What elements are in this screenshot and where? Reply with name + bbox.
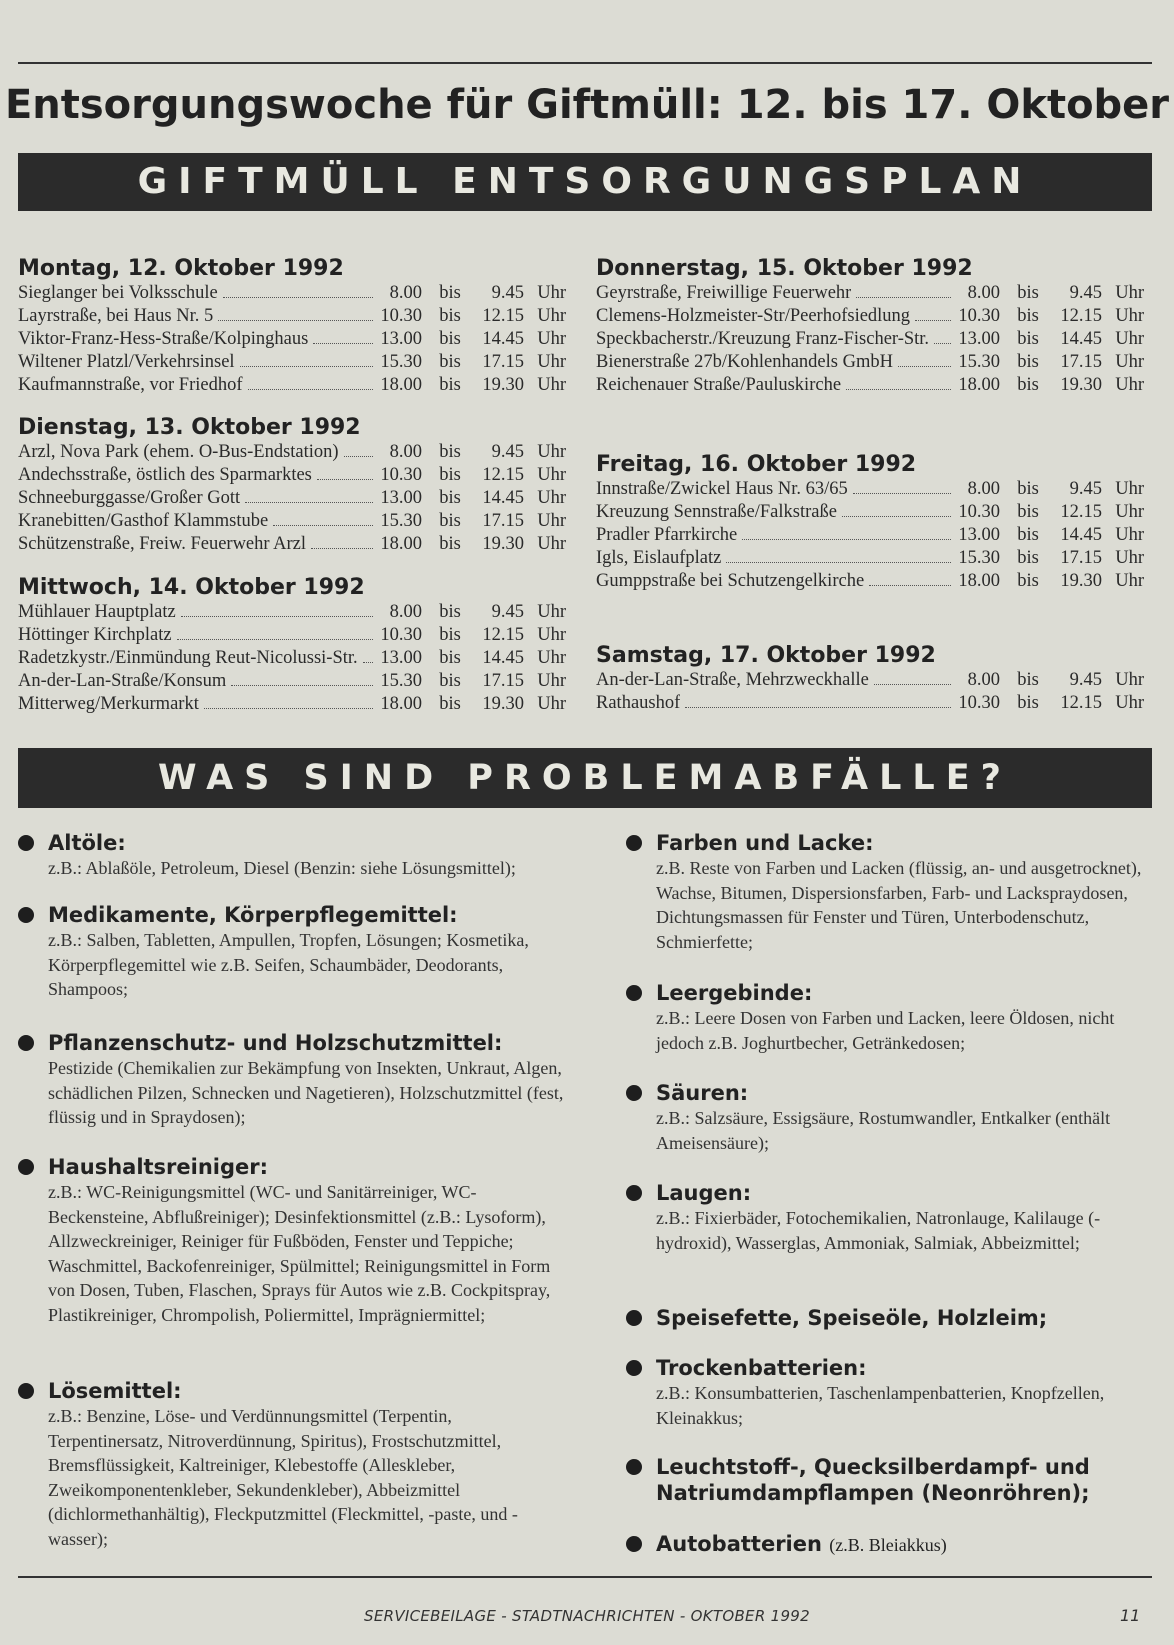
problem-entry <box>626 1454 1152 1506</box>
bis-label: bis <box>1017 693 1039 713</box>
bis-label: bis <box>439 694 461 714</box>
schedule-row <box>18 510 566 533</box>
uhr-label: Uhr <box>1115 502 1144 522</box>
bis-label: bis <box>439 488 461 508</box>
uhr-label: Uhr <box>1115 375 1144 395</box>
leader-dots <box>223 297 373 298</box>
location-name: Geyrstraße, Freiwillige Feuerwehr <box>596 283 852 303</box>
end-time: 17.15 <box>1060 548 1102 568</box>
uhr-label: Uhr <box>537 375 566 395</box>
leader-dots <box>204 708 373 709</box>
bis-label: bis <box>439 465 461 485</box>
problem-description: z.B.: Ablaßöle, Petroleum, Diesel (Benzin: siehe Lösungsmittel); <box>48 858 516 878</box>
problem-item <box>626 1305 1152 1331</box>
start-time: 8.00 <box>967 479 1000 499</box>
problem-title <box>48 830 570 856</box>
problem-title-text: Laugen: <box>656 1181 752 1205</box>
location-name: Clemens-Holzmeister-Str/Peerhofsiedlung <box>596 306 911 326</box>
uhr-label: Uhr <box>537 694 566 714</box>
day-block <box>18 256 566 397</box>
schedule-row <box>18 487 566 510</box>
bullet-icon <box>18 1035 34 1051</box>
schedule-row <box>596 305 1144 328</box>
problem-title-text: Altöle: <box>48 831 126 855</box>
start-time: 10.30 <box>380 465 422 485</box>
bullet-icon <box>626 1360 642 1376</box>
uhr-label: Uhr <box>537 602 566 622</box>
leader-dots <box>177 639 373 640</box>
end-time: 12.15 <box>482 625 524 645</box>
day-block <box>596 643 1144 715</box>
problem-entry <box>626 1531 1152 1558</box>
schedule-row <box>596 692 1144 715</box>
location-name: Wiltener Platzl/Verkehrsinsel <box>18 352 235 372</box>
location-name: Kreuzung Sennstraße/Falkstraße <box>596 502 837 522</box>
schedule-row <box>596 669 1144 692</box>
schedule-row <box>18 441 566 464</box>
end-time: 19.30 <box>1060 571 1102 591</box>
problem-title-text: Lösemittel: <box>48 1379 182 1403</box>
bullet-icon <box>18 1383 34 1399</box>
leader-dots <box>856 297 951 298</box>
problem-entry <box>626 1080 1152 1155</box>
schedule-row <box>596 524 1144 547</box>
uhr-label: Uhr <box>537 534 566 554</box>
problem-title-text: Haushaltsreiniger: <box>48 1155 269 1179</box>
problem-title <box>656 1454 1152 1506</box>
location-name: Layrstraße, bei Haus Nr. 5 <box>18 306 214 326</box>
end-time: 12.15 <box>482 465 524 485</box>
end-time: 12.15 <box>1060 693 1102 713</box>
schedule-row <box>18 601 566 624</box>
schedule-row <box>596 478 1144 501</box>
problem-title-text: Leergebinde: <box>656 981 813 1005</box>
schedule-row <box>596 282 1144 305</box>
day-title: Montag, 12. Oktober 1992 <box>18 256 344 281</box>
problem-note: (z.B. Bleiakkus) <box>829 1535 947 1555</box>
bis-label: bis <box>1017 352 1039 372</box>
schedule-row <box>18 305 566 328</box>
uhr-label: Uhr <box>1115 352 1144 372</box>
location-name: Mühlauer Hauptplatz <box>18 602 176 622</box>
leader-dots <box>685 707 951 708</box>
uhr-label: Uhr <box>537 283 566 303</box>
bullet-icon <box>18 1159 34 1175</box>
leader-dots <box>726 562 951 563</box>
end-time: 12.15 <box>1060 306 1102 326</box>
start-time: 15.30 <box>380 511 422 531</box>
location-name: Höttinger Kirchplatz <box>18 625 172 645</box>
day-title: Donnerstag, 15. Oktober 1992 <box>596 256 973 281</box>
leader-dots <box>363 662 373 663</box>
problem-title <box>48 1030 570 1056</box>
problem-description: z.B.: Salben, Tabletten, Ampullen, Tropfen, Lösungen; Kosmetika, Körperpflegemittel wie z.B. Seifen, Schaumbäder, Deodorants, Shampoos; <box>48 930 529 999</box>
start-time: 8.00 <box>389 602 422 622</box>
problem-title <box>656 830 1152 856</box>
problem-description: z.B.: Leere Dosen von Farben und Lacken, leere Öldosen, nicht jedoch z.B. Joghurtbecher, Getränkedosen; <box>656 1008 1115 1053</box>
bis-label: bis <box>439 442 461 462</box>
schedule-row <box>596 328 1144 351</box>
start-time: 18.00 <box>958 571 1000 591</box>
location-name: Mitterweg/Merkurmarkt <box>18 694 199 714</box>
start-time: 15.30 <box>380 352 422 372</box>
problem-description: Pestizide (Chemikalien zur Bekämpfung von Insekten, Unkraut, Algen, schädlichen Pilzen, Schnecken und Nagetieren), Holzschutzmittel (fest, flüssig und in Spraydosen); <box>48 1058 564 1127</box>
end-time: 19.30 <box>482 694 524 714</box>
location-name: Bienerstraße 27b/Kohlenhandels GmbH <box>596 352 893 372</box>
problem-waste-banner: WAS SIND PROBLEMABFÄLLE? <box>18 748 1152 808</box>
bullet-icon <box>626 1310 642 1326</box>
end-time: 9.45 <box>491 602 524 622</box>
uhr-label: Uhr <box>537 671 566 691</box>
bis-label: bis <box>1017 670 1039 690</box>
schedule-row <box>18 351 566 374</box>
leader-dots <box>181 616 373 617</box>
start-time: 13.00 <box>380 488 422 508</box>
bullet-icon <box>626 1085 642 1101</box>
problem-title <box>48 1154 570 1180</box>
end-time: 14.45 <box>1060 525 1102 545</box>
uhr-label: Uhr <box>537 329 566 349</box>
problem-title <box>656 1305 1152 1331</box>
start-time: 10.30 <box>380 306 422 326</box>
leader-dots <box>273 525 373 526</box>
problem-entry <box>626 1305 1152 1331</box>
problem-item <box>626 1355 1152 1430</box>
problem-title <box>656 1180 1152 1206</box>
start-time: 13.00 <box>958 329 1000 349</box>
leader-dots <box>218 320 373 321</box>
end-time: 14.45 <box>482 329 524 349</box>
leader-dots <box>311 548 373 549</box>
end-time: 9.45 <box>1069 670 1102 690</box>
problem-title <box>656 1080 1152 1106</box>
leader-dots <box>231 685 373 686</box>
bis-label: bis <box>439 602 461 622</box>
bis-label: bis <box>1017 548 1039 568</box>
schedule-row <box>596 374 1144 397</box>
bullet-icon <box>626 985 642 1001</box>
problem-title-text: Farben und Lacke: <box>656 831 874 855</box>
schedule-row <box>18 693 566 716</box>
start-time: 8.00 <box>967 283 1000 303</box>
bullet-icon <box>626 1459 642 1475</box>
bis-label: bis <box>439 648 461 668</box>
bis-label: bis <box>439 511 461 531</box>
location-name: Sieglanger bei Volksschule <box>18 283 218 303</box>
uhr-label: Uhr <box>537 352 566 372</box>
schedule-row <box>596 547 1144 570</box>
leader-dots <box>248 389 373 390</box>
leader-dots <box>934 343 951 344</box>
bis-label: bis <box>439 306 461 326</box>
leader-dots <box>245 502 373 503</box>
start-time: 18.00 <box>958 375 1000 395</box>
location-name: Radetzkystr./Einmündung Reut-Nicolussi-Str. <box>18 648 358 668</box>
schedule-row <box>18 282 566 305</box>
bis-label: bis <box>1017 502 1039 522</box>
end-time: 9.45 <box>1069 283 1102 303</box>
bis-label: bis <box>1017 525 1039 545</box>
schedule-row <box>596 570 1144 593</box>
problem-entry <box>626 1355 1152 1430</box>
page-headline: Entsorgungswoche für Giftmüll: 12. bis 17. Oktober <box>4 82 1170 128</box>
bis-label: bis <box>439 625 461 645</box>
leader-dots <box>344 456 373 457</box>
start-time: 15.30 <box>958 548 1000 568</box>
bis-label: bis <box>439 534 461 554</box>
location-name: Gumppstraße bei Schutzengelkirche <box>596 571 865 591</box>
schedule-row <box>596 501 1144 524</box>
start-time: 13.00 <box>958 525 1000 545</box>
problem-entry <box>18 830 570 881</box>
end-time: 12.15 <box>1060 502 1102 522</box>
problem-description: z.B.: Konsumbatterien, Taschenlampenbatterien, Knopfzellen, Kleinakkus; <box>656 1383 1105 1428</box>
problem-description: z.B.: Fixierbäder, Fotochemikalien, Natronlauge, Kalilauge (-hydroxid), Wasserglas, Ammoniak, Salmiak, Abbeizmittel; <box>656 1208 1101 1253</box>
bis-label: bis <box>439 375 461 395</box>
problem-description: z.B.: Salzsäure, Essigsäure, Rostumwandler, Entkalker (enthält Ameisensäure); <box>656 1108 1111 1153</box>
bullet-icon <box>626 1185 642 1201</box>
leader-dots <box>240 366 373 367</box>
bis-label: bis <box>1017 375 1039 395</box>
problem-item <box>18 1154 570 1327</box>
problem-title-text: Leuchtstoff-, Quecksilberdampf- und Natriumdampflampen (Neonröhren); <box>656 1455 1090 1505</box>
start-time: 18.00 <box>380 534 422 554</box>
end-time: 17.15 <box>482 671 524 691</box>
uhr-label: Uhr <box>537 648 566 668</box>
end-time: 19.30 <box>1060 375 1102 395</box>
problem-entry <box>626 980 1152 1055</box>
bis-label: bis <box>439 352 461 372</box>
end-time: 14.45 <box>482 488 524 508</box>
uhr-label: Uhr <box>1115 525 1144 545</box>
page-number: 11 <box>1120 1606 1141 1625</box>
day-block <box>596 452 1144 593</box>
end-time: 12.15 <box>482 306 524 326</box>
problem-item <box>18 1378 570 1551</box>
problem-title <box>656 1531 1152 1558</box>
leader-dots <box>853 493 951 494</box>
problem-title <box>48 1378 570 1404</box>
day-block <box>596 256 1144 397</box>
leader-dots <box>317 479 373 480</box>
bis-label: bis <box>439 329 461 349</box>
location-name: Arzl, Nova Park (ehem. O-Bus-Endstation) <box>18 442 339 462</box>
problem-entry <box>626 830 1152 954</box>
problem-item <box>18 902 570 1002</box>
end-time: 19.30 <box>482 534 524 554</box>
location-name: Reichenauer Straße/Pauluskirche <box>596 375 842 395</box>
bis-label: bis <box>1017 283 1039 303</box>
bis-label: bis <box>1017 329 1039 349</box>
leader-dots <box>313 343 373 344</box>
problem-item <box>626 1180 1152 1255</box>
location-name: Schneeburggasse/Großer Gott <box>18 488 241 508</box>
top-rule <box>18 62 1152 64</box>
bis-label: bis <box>439 283 461 303</box>
problem-entry <box>626 1180 1152 1255</box>
leader-dots <box>846 389 951 390</box>
bullet-icon <box>626 835 642 851</box>
start-time: 8.00 <box>389 283 422 303</box>
uhr-label: Uhr <box>1115 693 1144 713</box>
location-name: Kranebitten/Gasthof Klammstube <box>18 511 269 531</box>
problem-entry <box>18 1154 570 1327</box>
location-name: An-der-Lan-Straße, Mehrzweckhalle <box>596 670 869 690</box>
schedule-banner: GIFTMÜLL ENTSORGUNGSPLAN <box>18 153 1152 211</box>
end-time: 14.45 <box>482 648 524 668</box>
end-time: 14.45 <box>1060 329 1102 349</box>
problem-description: z.B. Reste von Farben und Lacken (flüssig, an- und ausgetrocknet), Wachse, Bitumen, Dispersionsfarben, Farb- und Lackspraydosen, Dichtungsmassen für Fenster und Türen, Unterbodenschutz, Schmierfette; <box>656 858 1142 952</box>
problem-item <box>626 1454 1152 1506</box>
uhr-label: Uhr <box>1115 306 1144 326</box>
problem-title-text: Pflanzenschutz- und Holzschutzmittel: <box>48 1031 503 1055</box>
problem-entry <box>18 1378 570 1551</box>
uhr-label: Uhr <box>1115 329 1144 349</box>
problem-title-text: Medikamente, Körperpflegemittel: <box>48 903 458 927</box>
problem-item <box>18 830 570 881</box>
uhr-label: Uhr <box>1115 571 1144 591</box>
uhr-label: Uhr <box>1115 479 1144 499</box>
uhr-label: Uhr <box>537 442 566 462</box>
location-name: Rathaushof <box>596 693 681 713</box>
problem-title-text: Trockenbatterien: <box>656 1356 867 1380</box>
schedule-row <box>18 647 566 670</box>
bullet-icon <box>18 835 34 851</box>
problem-item <box>626 980 1152 1055</box>
schedule-row <box>18 328 566 351</box>
problem-item <box>626 1531 1152 1558</box>
end-time: 17.15 <box>1060 352 1102 372</box>
uhr-label: Uhr <box>1115 548 1144 568</box>
problem-entry <box>18 1030 570 1130</box>
location-name: An-der-Lan-Straße/Konsum <box>18 671 227 691</box>
start-time: 10.30 <box>958 502 1000 522</box>
bottom-rule <box>18 1576 1152 1578</box>
problem-item <box>626 1080 1152 1155</box>
location-name: Innstraße/Zwickel Haus Nr. 63/65 <box>596 479 848 499</box>
uhr-label: Uhr <box>537 625 566 645</box>
problem-title <box>656 980 1152 1006</box>
leader-dots <box>874 684 951 685</box>
schedule-row <box>18 374 566 397</box>
location-name: Viktor-Franz-Hess-Straße/Kolpinghaus <box>18 329 309 349</box>
day-block <box>18 575 566 716</box>
uhr-label: Uhr <box>1115 670 1144 690</box>
schedule-row <box>18 533 566 556</box>
problem-title <box>656 1355 1152 1381</box>
end-time: 17.15 <box>482 352 524 372</box>
day-block <box>18 415 566 556</box>
bis-label: bis <box>1017 571 1039 591</box>
uhr-label: Uhr <box>537 465 566 485</box>
leader-dots <box>842 516 951 517</box>
start-time: 10.30 <box>958 693 1000 713</box>
bis-label: bis <box>1017 479 1039 499</box>
start-time: 15.30 <box>958 352 1000 372</box>
end-time: 9.45 <box>491 283 524 303</box>
bis-label: bis <box>439 671 461 691</box>
location-name: Schützenstraße, Freiw. Feuerwehr Arzl <box>18 534 307 554</box>
schedule-row <box>18 464 566 487</box>
end-time: 17.15 <box>482 511 524 531</box>
start-time: 10.30 <box>958 306 1000 326</box>
bis-label: bis <box>1017 306 1039 326</box>
schedule-row <box>18 670 566 693</box>
leader-dots <box>898 366 951 367</box>
location-name: Kaufmannstraße, vor Friedhof <box>18 375 243 395</box>
problem-title-text: Autobatterien <box>656 1532 822 1556</box>
problem-title-text: Säuren: <box>656 1081 749 1105</box>
problem-item <box>626 830 1152 954</box>
end-time: 9.45 <box>1069 479 1102 499</box>
start-time: 13.00 <box>380 329 422 349</box>
uhr-label: Uhr <box>537 488 566 508</box>
end-time: 9.45 <box>491 442 524 462</box>
uhr-label: Uhr <box>537 306 566 326</box>
footer-text: SERVICEBEILAGE - STADTNACHRICHTEN - OKTOBER 1992 <box>364 1607 810 1625</box>
bullet-icon <box>18 907 34 923</box>
start-time: 8.00 <box>389 442 422 462</box>
problem-title-text: Speisefette, Speiseöle, Holzleim; <box>656 1306 1048 1330</box>
leader-dots <box>915 320 951 321</box>
location-name: Andechsstraße, östlich des Sparmarktes <box>18 465 312 485</box>
start-time: 8.00 <box>967 670 1000 690</box>
location-name: Speckbacherstr./Kreuzung Franz-Fischer-Str. <box>596 329 930 349</box>
bullet-icon <box>626 1536 642 1552</box>
day-title: Mittwoch, 14. Oktober 1992 <box>18 575 365 600</box>
day-title: Freitag, 16. Oktober 1992 <box>596 452 917 477</box>
start-time: 18.00 <box>380 694 422 714</box>
problem-description: z.B.: Benzine, Löse- und Verdünnungsmittel (Terpentin, Terpentinersatz, Nitroverdünnung, Spiritus), Frostschutzmittel, Bremsflüssigkeit, Kaltreiniger, Klebestoffe (Alleskleber, Zweikomponentenkleber, Sekundenkleber), Abbeizmittel (dichlormethanhältig), Fleckputzmittel (Fleckmittel, -paste, und -wasser); <box>48 1406 518 1549</box>
location-name: Igls, Eislaufplatz <box>596 548 722 568</box>
leader-dots <box>742 539 951 540</box>
uhr-label: Uhr <box>537 511 566 531</box>
end-time: 19.30 <box>482 375 524 395</box>
start-time: 13.00 <box>380 648 422 668</box>
day-title: Dienstag, 13. Oktober 1992 <box>18 415 361 440</box>
start-time: 18.00 <box>380 375 422 395</box>
schedule-row <box>596 351 1144 374</box>
problem-entry <box>18 902 570 1002</box>
day-title: Samstag, 17. Oktober 1992 <box>596 643 936 668</box>
start-time: 15.30 <box>380 671 422 691</box>
uhr-label: Uhr <box>1115 283 1144 303</box>
problem-item <box>18 1030 570 1130</box>
problem-title <box>48 902 570 928</box>
location-name: Pradler Pfarrkirche <box>596 525 738 545</box>
leader-dots <box>869 585 951 586</box>
schedule-row <box>18 624 566 647</box>
start-time: 10.30 <box>380 625 422 645</box>
problem-description: z.B.: WC-Reinigungsmittel (WC- und Sanitärreiniger, WC-Beckensteine, Abflußreiniger); Desinfektionsmittel (z.B.: Lysoform), Allzweckreiniger, Reiniger für Fußböden, Fenster und Teppiche; Waschmittel, Backofenreiniger, Spülmittel; Reinigungsmittel in Form von Dosen, Tuben, Flaschen, Sprays für Autos wie z.B. Cockpitspray, Plastikreiniger, Chrompolish, Poliermittel, Imprägniermittel; <box>48 1182 551 1325</box>
